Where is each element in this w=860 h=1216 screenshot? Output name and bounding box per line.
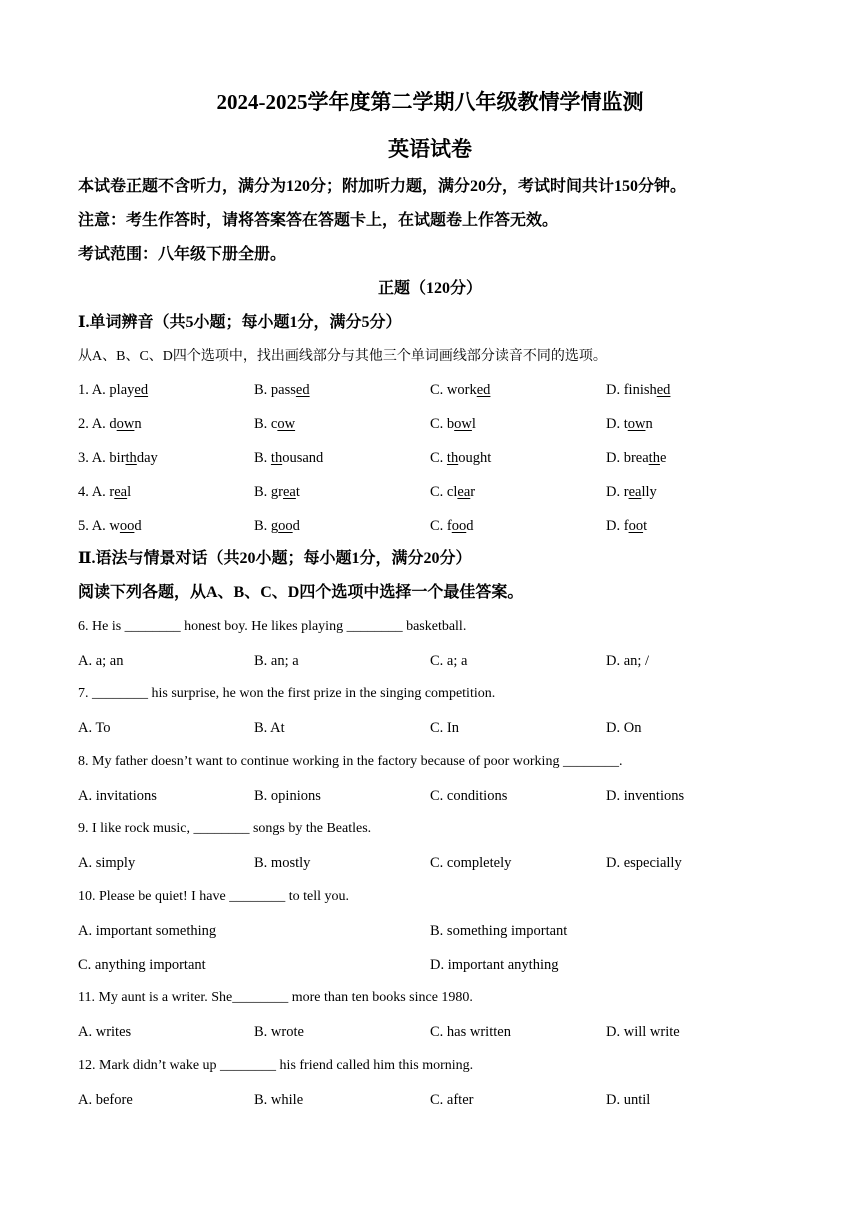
option-3c	[430, 448, 491, 468]
option-8c: C. conditions	[430, 788, 508, 804]
exam-info-scope: 考试范围：八年级下册全册。	[78, 246, 287, 263]
underlined-part: oo	[278, 518, 293, 534]
option-8a: A. invitations	[78, 788, 157, 804]
option-text: l	[471, 416, 476, 432]
option-text: 3. A. bir	[78, 450, 126, 466]
option-text: lly	[641, 484, 657, 500]
question-stem-11: 11. My aunt is a writer. She________ more than ten books since 1980.	[78, 990, 473, 1005]
option-text: d	[134, 518, 142, 534]
exam-title: 2024-2025学年度第二学期八年级教情学情监测	[216, 90, 644, 114]
underlined-part: ed	[476, 382, 491, 398]
option-text: n	[645, 416, 653, 432]
option-10c: C. anything important	[78, 957, 206, 973]
option-text: D. f	[606, 518, 629, 534]
option-1b	[254, 380, 310, 400]
option-4d	[606, 482, 657, 502]
section1-instruction: 从A、B、C、D四个选项中，找出画线部分与其他三个单词画线部分读音不同的选项。	[78, 349, 607, 364]
option-4b	[254, 482, 300, 502]
option-2c	[430, 414, 476, 434]
option-text: n	[134, 416, 142, 432]
option-text: B. gr	[254, 484, 283, 500]
option-1a	[78, 380, 148, 400]
option-text: B.	[254, 450, 271, 466]
underlined-part: ea	[283, 484, 296, 500]
question-options-12	[78, 1090, 798, 1110]
option-text: C. b	[430, 416, 455, 432]
underlined-part: oo	[119, 518, 135, 534]
option-5a	[78, 516, 142, 536]
option-text: C. cl	[430, 484, 458, 500]
option-text: d	[292, 518, 300, 534]
option-9c: C. completely	[430, 855, 512, 871]
option-7b: B. At	[254, 720, 285, 736]
main-part-title: 正题（120分）	[377, 280, 482, 297]
option-3d	[606, 448, 666, 468]
option-text: B. c	[254, 416, 278, 432]
option-5b	[254, 516, 300, 536]
option-text: t	[295, 484, 300, 500]
option-2b	[254, 414, 295, 434]
option-10a: A. important something	[78, 923, 217, 939]
option-text: B. g	[254, 518, 279, 534]
option-6d: D. an; /	[606, 653, 650, 669]
underlined-part: th	[446, 450, 459, 466]
option-9a: A. simply	[78, 855, 136, 871]
underlined-part: ea	[114, 484, 128, 500]
underlined-part: ow	[627, 416, 646, 432]
option-1c	[430, 380, 490, 400]
option-text: C. work	[430, 382, 477, 398]
option-3a	[78, 448, 158, 468]
option-text: ought	[458, 450, 492, 466]
option-text: day	[136, 450, 158, 466]
option-1d	[606, 380, 670, 400]
underlined-part: ow	[454, 416, 472, 432]
option-5d	[606, 516, 647, 536]
option-3b	[254, 448, 323, 468]
option-text: B. pass	[254, 382, 296, 398]
underlined-part: ow	[116, 416, 135, 432]
option-text: t	[643, 518, 648, 534]
option-7d: D. On	[606, 720, 642, 736]
exam-subtitle: 英语试卷	[388, 137, 472, 161]
question-stem-8: 8. My father doesn’t want to continue working in the factory because of poor working ________.	[78, 754, 623, 769]
option-8b: B. opinions	[254, 788, 321, 804]
question-options-6	[78, 651, 798, 671]
option-text: 1. A. play	[78, 382, 135, 398]
option-text: l	[127, 484, 132, 500]
underlined-part: ed	[134, 382, 149, 398]
option-6c: C. a; a	[430, 653, 468, 669]
option-11d: D. will write	[606, 1024, 680, 1040]
option-text: d	[466, 518, 474, 534]
option-4c	[430, 482, 475, 502]
question-options-7	[78, 718, 798, 738]
option-9b: B. mostly	[254, 855, 311, 871]
option-12c: C. after	[430, 1092, 474, 1108]
question-stem-10: 10. Please be quiet! I have ________ to tell you.	[78, 889, 349, 904]
underlined-part: ed	[295, 382, 310, 398]
option-12a: A. before	[78, 1092, 133, 1108]
option-11c: C. has written	[430, 1024, 511, 1040]
question-options-9	[78, 853, 798, 873]
underlined-part: ow	[277, 416, 296, 432]
option-4a	[78, 482, 131, 502]
option-text: D. finish	[606, 382, 657, 398]
question-options-10-row2	[78, 955, 798, 975]
question-options-8	[78, 786, 798, 806]
option-12b: B. while	[254, 1092, 304, 1108]
option-11a: A. writes	[78, 1024, 132, 1040]
option-text: 4. A. r	[78, 484, 115, 500]
section2-instruction: 阅读下列各题，从A、B、C、D四个选项中选择一个最佳答案。	[78, 584, 524, 601]
question-row-3	[78, 448, 798, 468]
option-text: C.	[430, 450, 447, 466]
option-6a: A. a; an	[78, 653, 124, 669]
question-row-1	[78, 380, 798, 400]
option-text: ousand	[282, 450, 324, 466]
option-text: C. f	[430, 518, 452, 534]
underlined-part: th	[648, 450, 660, 466]
option-text: r	[470, 484, 476, 500]
option-text: 5. A. w	[78, 518, 120, 534]
underlined-part: ea	[628, 484, 642, 500]
question-stem-6: 6. He is ________ honest boy. He likes playing ________ basketball.	[78, 619, 467, 634]
question-stem-9: 9. I like rock music, ________ songs by the Beatles.	[78, 821, 372, 836]
option-text: 2. A. d	[78, 416, 117, 432]
option-9d: D. especially	[606, 855, 682, 871]
option-2d	[606, 414, 653, 434]
option-7a: A. To	[78, 720, 111, 736]
underlined-part: oo	[628, 518, 644, 534]
exam-info-notice: 注意：考生作答时，请将答案答在答题卡上，在试题卷上作答无效。	[78, 212, 559, 229]
option-8d: D. inventions	[606, 788, 685, 804]
option-5c	[430, 516, 474, 536]
question-row-4	[78, 482, 798, 502]
exam-info-score: 本试卷正题不含听力，满分为120分；附加听力题，满分20分，考试时间共计150分钟。	[78, 178, 687, 195]
option-10b: B. something important	[430, 923, 568, 939]
question-options-10-row1	[78, 921, 798, 941]
option-text: D. t	[606, 416, 628, 432]
question-row-5	[78, 516, 798, 536]
underlined-part: ed	[656, 382, 671, 398]
question-options-11	[78, 1022, 798, 1042]
option-12d: D. until	[606, 1092, 651, 1108]
option-text: e	[659, 450, 667, 466]
option-text: D. r	[606, 484, 629, 500]
section1-title: Ⅰ.单词辨音（共5小题；每小题1分，满分5分）	[78, 314, 402, 331]
option-6b: B. an; a	[254, 653, 299, 669]
underlined-part: th	[270, 450, 283, 466]
question-stem-7: 7. ________ his surprise, he won the first prize in the singing competition.	[78, 686, 496, 701]
option-11b: B. wrote	[254, 1024, 304, 1040]
option-text: D. brea	[606, 450, 649, 466]
option-2a	[78, 414, 142, 434]
question-stem-12: 12. Mark didn’t wake up ________ his friend called him this morning.	[78, 1058, 474, 1073]
section2-title: Ⅱ.语法与情景对话（共20小题；每小题1分，满分20分）	[78, 550, 472, 567]
question-row-2	[78, 414, 798, 434]
option-7c: C. In	[430, 720, 459, 736]
option-10d: D. important anything	[430, 957, 559, 973]
underlined-part: ea	[457, 484, 471, 500]
underlined-part: oo	[451, 518, 467, 534]
underlined-part: th	[125, 450, 137, 466]
